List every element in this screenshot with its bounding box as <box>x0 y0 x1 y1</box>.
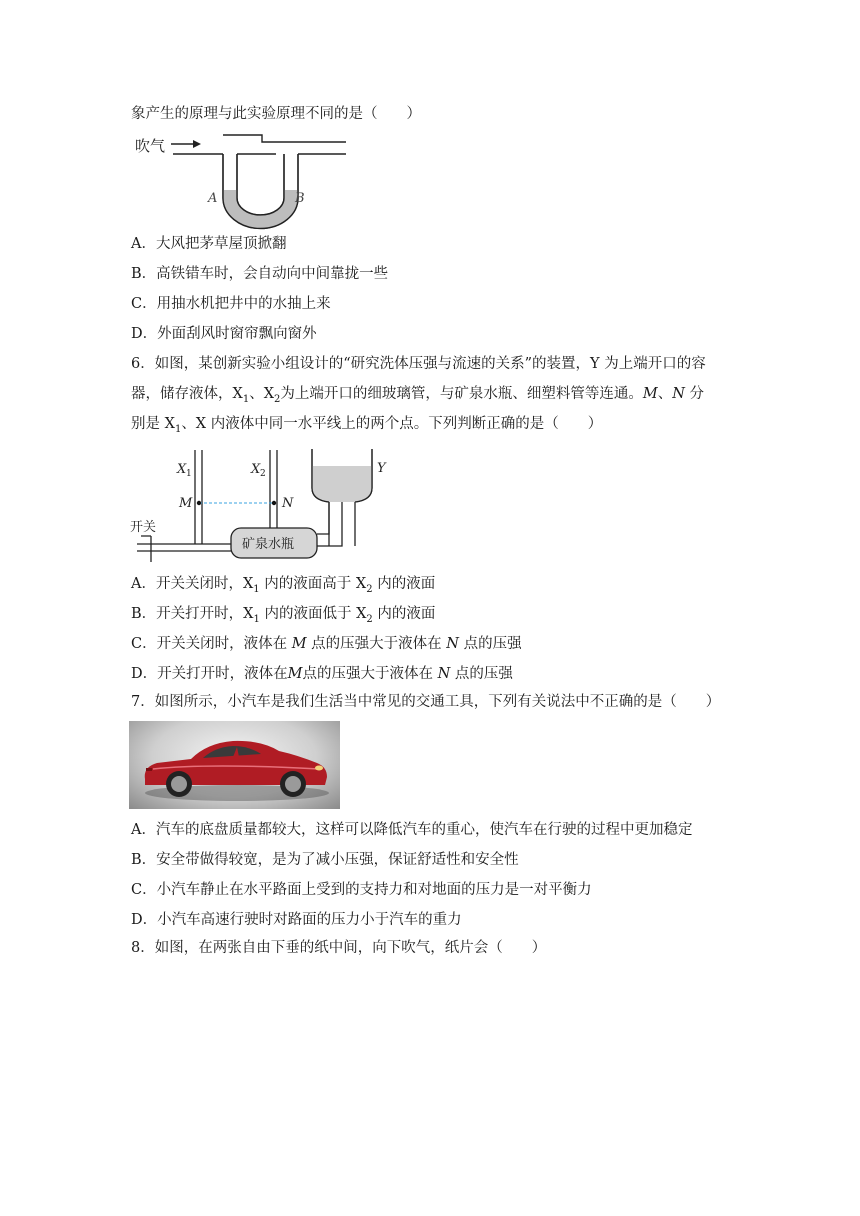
svg-text:1: 1 <box>186 469 192 479</box>
svg-text:开关: 开关 <box>130 520 157 535</box>
svg-text:M: M <box>179 496 193 511</box>
svg-text:矿泉水瓶: 矿泉水瓶 <box>242 537 295 552</box>
svg-text:X: X <box>177 462 187 477</box>
q5-option-a: A．大风把茅草屋顶掀翻 <box>131 236 287 252</box>
q5-stem: 象产生的原理与此实验原理不同的是（ ） <box>131 106 421 122</box>
q6-stem-line1: 6．如图，某创新实验小组设计的“研究洗体压强与流速的关系”的装置，Y 为上端开口的容 <box>131 356 706 372</box>
q6-option-a: A．开关关闭时，$X_1$ 内的液面高于 $X_2$ 内的液面 <box>131 576 436 595</box>
q7-option-b: B．安全带做得较宽，是为了减小压强，保证舒适性和安全性 <box>131 852 519 868</box>
q5-option-d: D．外面刮风时窗帘飘向窗外 <box>131 326 317 342</box>
svg-text:2: 2 <box>260 469 266 479</box>
q7-stem: 7．如图所示，小汽车是我们生活当中常见的交通工具，下列有关说法中不正确的是（ ） <box>131 694 721 710</box>
q6-stem-line2: 器，储存液体，$X_1$、$X_2$为上端开口的细玻璃管，与矿泉水瓶、细塑料管等连通。M、N 分 <box>131 386 705 405</box>
q6-option-c: C．开关关闭时，液体在 M 点的压强大于液体在 N 点的压强 <box>131 636 522 652</box>
q7-option-a: A．汽车的底盘质量都较大，这样可以降低汽车的重心，使汽车在行驶的过程中更加稳定 <box>131 822 693 838</box>
car-photo <box>129 721 340 809</box>
q5-option-b: B．高铁错车时，会自动向中间靠拢一些 <box>131 266 389 282</box>
label-a: A <box>208 191 218 206</box>
q5-option-c: C．用抽水机把井中的水抽上来 <box>131 296 331 312</box>
q6-apparatus-figure <box>129 444 389 569</box>
q5-u-tube-figure <box>131 130 351 230</box>
svg-text:X: X <box>251 462 261 477</box>
q7-option-d: D．小汽车高速行驶时对路面的压力小于汽车的重力 <box>131 912 462 928</box>
svg-text:Y: Y <box>377 461 386 476</box>
q7-option-c: C．小汽车静止在水平路面上受到的支持力和对地面的压力是一对平衡力 <box>131 882 592 898</box>
label-b: B <box>295 191 305 206</box>
q6-option-b: B．开关打开时，$X_1$ 内的液面低于 $X_2$ 内的液面 <box>131 606 436 625</box>
svg-text:N: N <box>282 496 294 511</box>
q6-option-d: D．开关打开时，液体在M点的压强大于液体在 N 点的压强 <box>131 666 513 682</box>
blow-label: 吹气 <box>135 137 166 155</box>
q6-stem-line3: 别是 $X_1$、X 内液体中同一水平线上的两个点。下列判断正确的是（ ） <box>131 416 603 435</box>
q8-stem: 8．如图，在两张自由下垂的纸中间，向下吹气，纸片会（ ） <box>131 940 547 956</box>
